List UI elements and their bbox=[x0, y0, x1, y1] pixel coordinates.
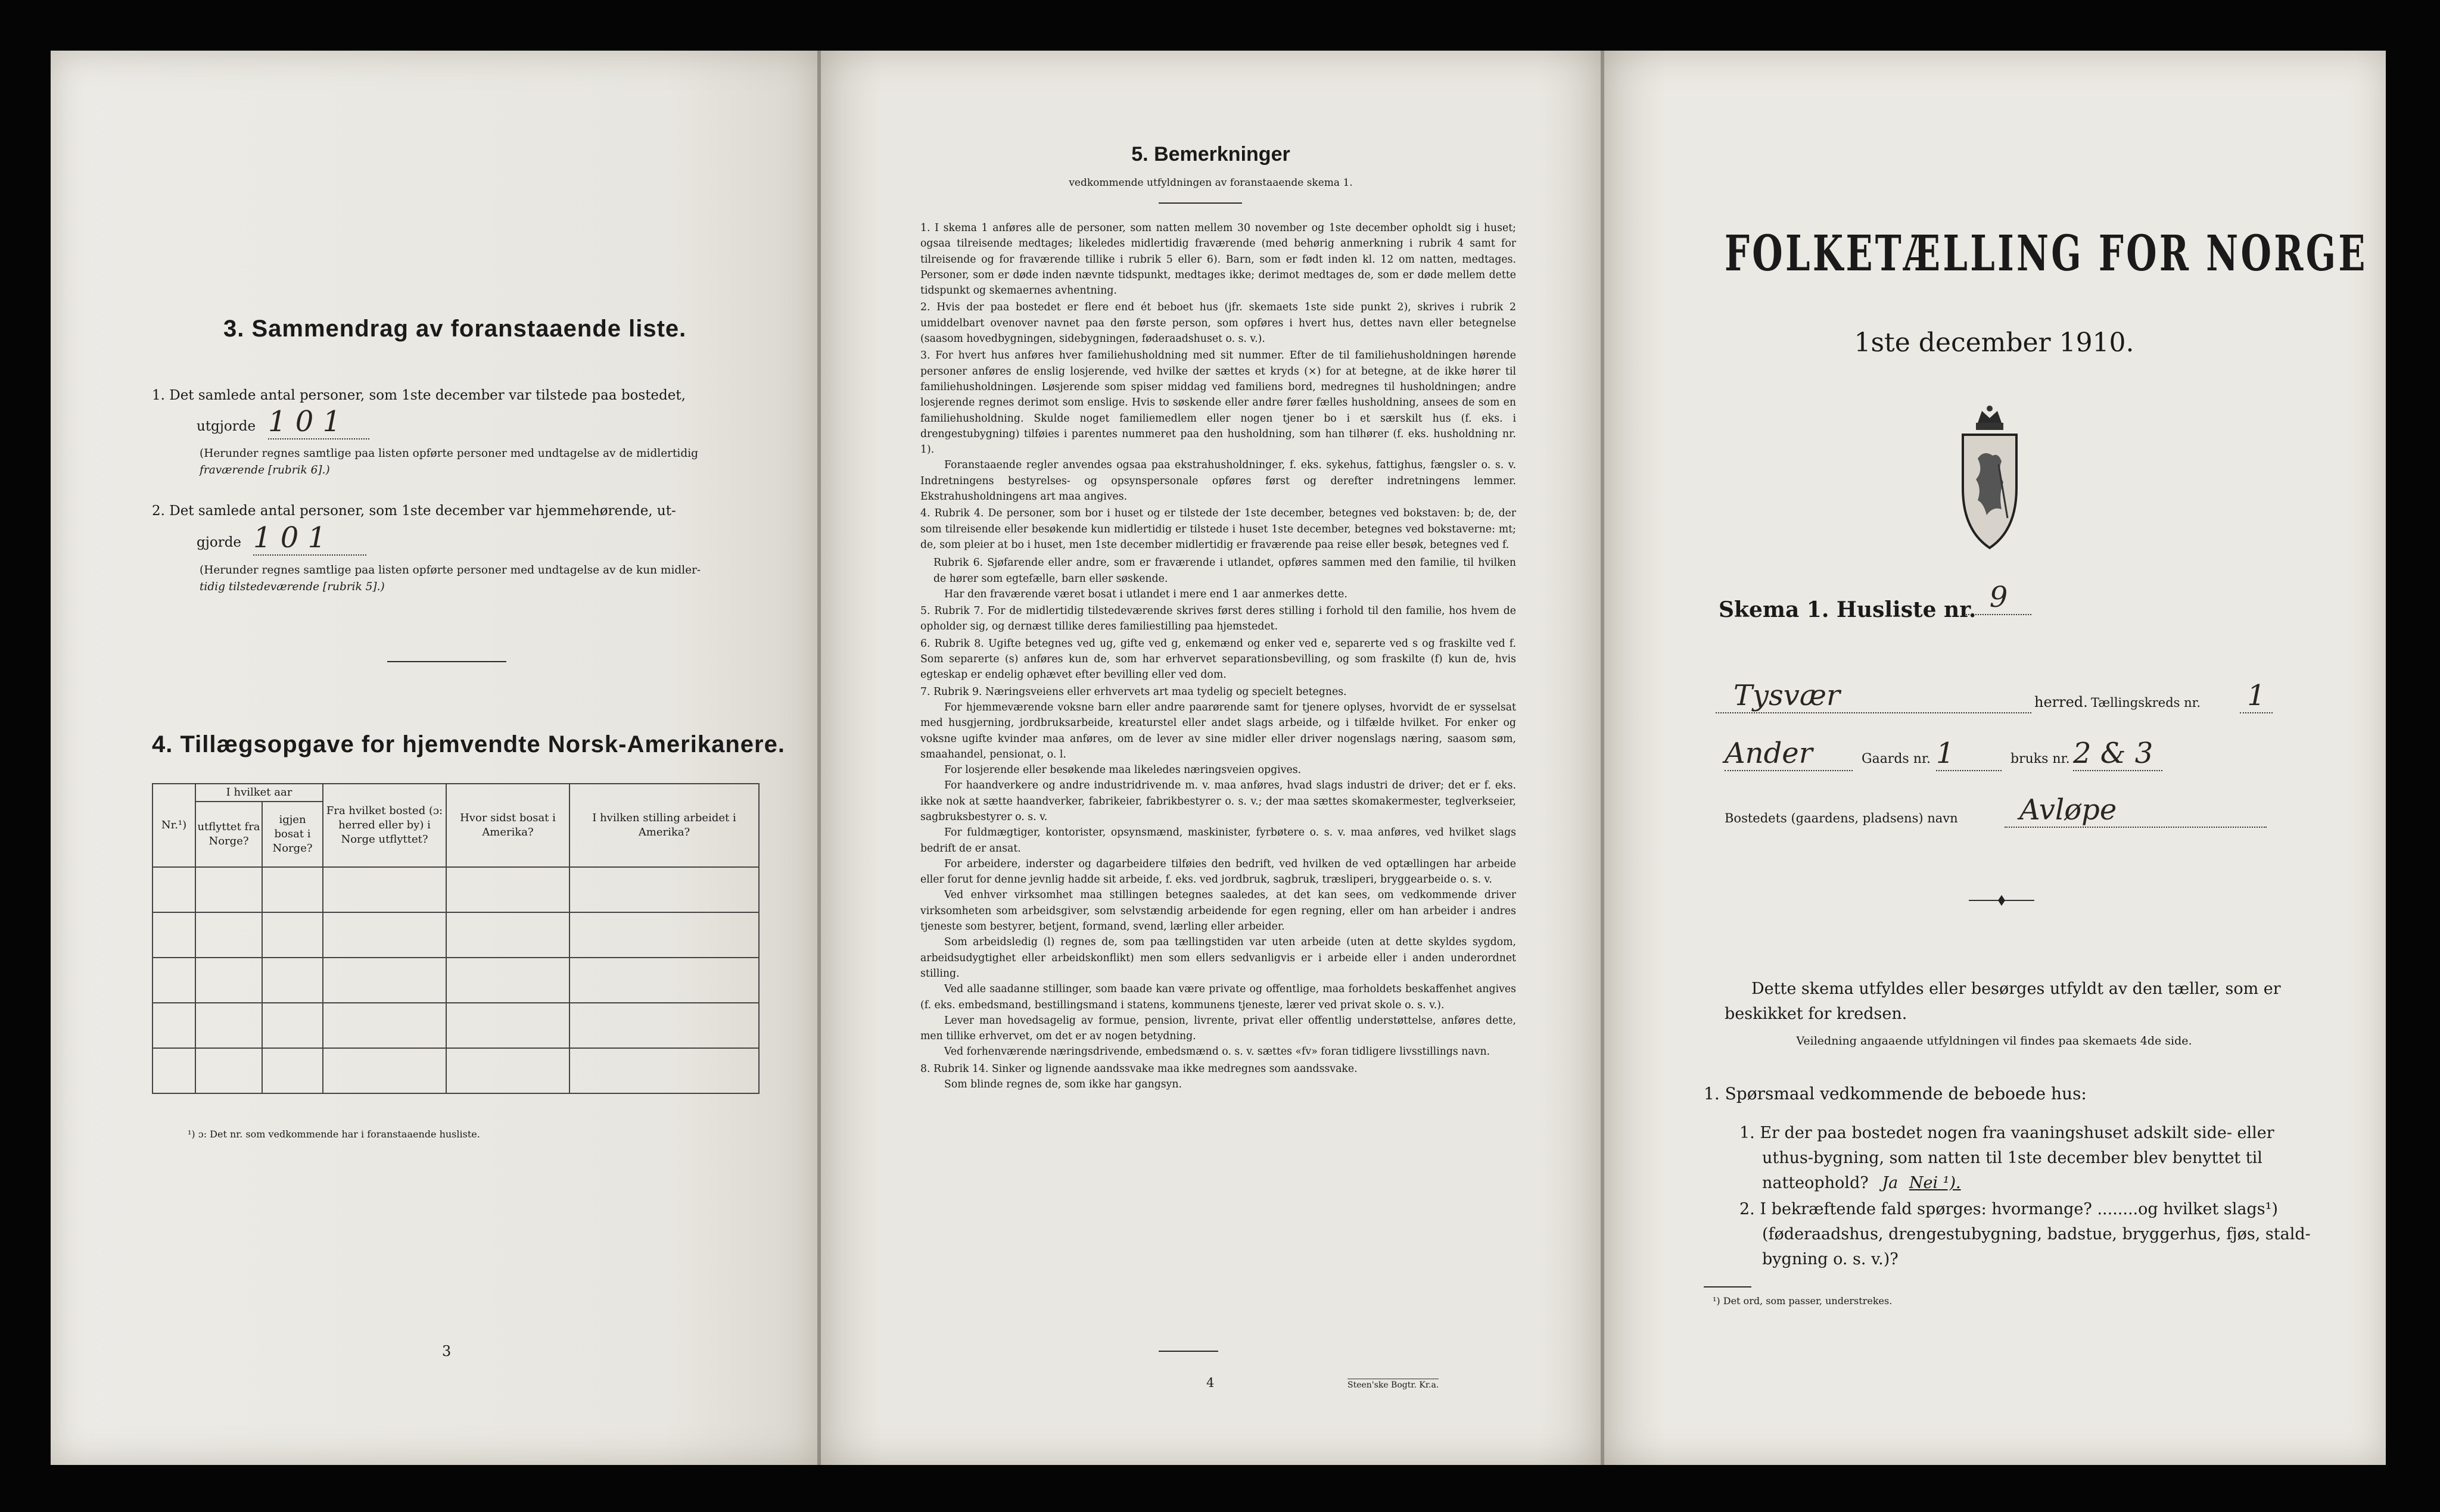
section4-heading: 4. Tillægsopgave for hjemvendte Norsk-Amerikanere. bbox=[152, 731, 785, 757]
q1-line-3: natteophold? bbox=[1762, 1174, 1869, 1192]
remark-7f: For arbeidere, inderster og dagarbeidere tilføies den bedrift, ved hvilken de ved optællingen har arbeide eller forut for denne jevnlig hadde sit arbeide, f. eks. ved jordbruk, sagbruk, træsliperi, bryggearbeide o. s. v. bbox=[920, 858, 1516, 886]
guidance-text: Veiledning angaaende utfyldningen vil findes paa skemaets 4de side. bbox=[1796, 1034, 2192, 1048]
bosted-value: Avløpe bbox=[2005, 793, 2267, 828]
bottom-divider bbox=[1159, 1351, 1218, 1352]
intro-line-2: beskikket for kredsen. bbox=[1725, 1005, 1907, 1023]
questions-heading: 1. Spørsmaal vedkommende de beboede hus: bbox=[1704, 1084, 2087, 1103]
bruks-label: bruks nr. bbox=[2010, 752, 2070, 766]
remark-7d: For haandverkere og andre industridrivende m. v. maa anføres, hvad slags industri de driver; det er f. eks. ikke nok at sætte haandverker, fabrikeier, fabrikbestyrer o. s. v.; der maa sættes skomakermester, teglverkseier, sagbruksbestyrer o. s. v. bbox=[920, 780, 1516, 823]
remark-3: 3. For hvert hus anføres hver familiehusholdning med sit nummer. Efter de til familiehusholdningen hørende personer anføres de enslig losjerende, ved hvilke der sættes et kryds (×) for at betegne, at de ikke hører til familiehusholdningen. Løsjerende som spiser middag ved familiens bord, medregnes til husholdningen; andre losjerende regnes derimot som enslige. Hvis to søskende eller andre fører fælles husholdning, ansees de som en familiehusholdning. Skulde noget familiemedlem eller nogen tjener bo i et særskilt hus (f. eks. i drengestubygning) tilføies i parentes nummeret paa den husholdning, som han tilhører (f. eks. husholdning nr. 1). bbox=[920, 350, 1516, 456]
remarks-heading: 5. Bemerkninger bbox=[1131, 143, 1290, 166]
section3-item2-prefix: gjorde bbox=[197, 535, 242, 550]
bruks-value: 2 & 3 bbox=[2073, 737, 2162, 771]
norwegian-american-table bbox=[152, 783, 760, 1094]
section-divider bbox=[387, 661, 506, 662]
col-position-header: I hvilken stilling arbeidet i Amerika? bbox=[569, 784, 759, 867]
norway-coat-of-arms-icon bbox=[1951, 405, 2028, 554]
col-emigrated-header: utflyttet fra Norge? bbox=[195, 802, 262, 867]
col-where-last-header: Hvor sidst bosat i Amerika? bbox=[446, 784, 569, 867]
col-nr-header: Nr.¹) bbox=[152, 784, 195, 867]
q1-answer-nei: Nei ¹). bbox=[1909, 1174, 1961, 1192]
col-from-where-header: Fra hvilket bosted (ɔ: herred eller by) i Norge utflyttet? bbox=[323, 784, 446, 867]
section3-item2-note-1: (Herunder regnes samtlige paa listen opførte personer med undtagelse av de kun midler- bbox=[200, 564, 701, 576]
remark-4c: Har den fraværende været bosat i utlandet i mere end 1 aar anmerkes dette. bbox=[944, 588, 1347, 600]
page-fold-right bbox=[1601, 51, 1604, 1465]
gaards-value: 1 bbox=[1936, 737, 2002, 771]
remark-2: 2. Hvis der paa bostedet er flere end ét beboet hus (jfr. skemaets 1ste side punkt 2), skrives i rubrik 2 umiddelbart ovenover navnet paa den første person, som opføres i hvert hus, dettes navn eller betegnelse (saasom hovedbygningen, sidebygningen, føderaadshuset o. s. v.). bbox=[920, 301, 1516, 345]
ornament-divider-icon bbox=[1966, 893, 2037, 908]
kreds-label: Tællingskreds nr. bbox=[2091, 696, 2201, 710]
q2-line-1: 2. I bekræftende fald spørges: hvormange? ........og hvilket slags¹) bbox=[1739, 1200, 2279, 1218]
remark-8b: Som blinde regnes de, som ikke har gangsyn. bbox=[944, 1078, 1182, 1091]
q1-answer-ja: Ja bbox=[1882, 1174, 1899, 1192]
page-fold-left bbox=[817, 51, 821, 1465]
table-row bbox=[152, 912, 759, 958]
census-date: 1ste december 1910. bbox=[1854, 328, 2134, 358]
right-page-footnote: ¹) Det ord, som passer, understrekes. bbox=[1713, 1295, 1893, 1307]
remark-7j: Lever man hovedsagelig av formue, pension, livrente, privat eller offentlig understøttelse, anføres dette, men tillike erhvervet, om det er av nogen betydning. bbox=[920, 1014, 1516, 1043]
table-row bbox=[152, 1003, 759, 1048]
col-year-group-header: I hvilket aar bbox=[195, 784, 323, 802]
q1-line-1: 1. Er der paa bostedet nogen fra vaaningshuset adskilt side- eller bbox=[1739, 1124, 2274, 1142]
section3-item1-note-2: fraværende [rubrik 6].) bbox=[200, 464, 330, 476]
remark-7k: Ved forhenværende næringsdrivende, embedsmænd o. s. v. sættes «fv» foran tidligere livsstillings navn. bbox=[944, 1046, 1490, 1058]
bosted-label: Bostedets (gaardens, pladsens) navn bbox=[1725, 811, 1958, 825]
remarks-body bbox=[920, 220, 1516, 1092]
remark-7i: Ved alle saadanne stillinger, som baade kan være private og offentlige, maa forholdets beskaffenhet angives (f. eks. embedsmand, bestillingsmand i statens, kommunens tjeneste, lærer ved privat skole o. s. v.). bbox=[920, 983, 1516, 1011]
q2-line-2: (føderaadshus, drengestubygning, badstue, bryggerhus, fjøs, stald- bbox=[1762, 1225, 2311, 1243]
question-2 bbox=[1739, 1197, 2311, 1272]
q2-line-3: bygning o. s. v.)? bbox=[1762, 1250, 1899, 1268]
col-returned-header: igjen bosat i Norge? bbox=[262, 802, 323, 867]
printer-credit: Steen'ske Bogtr. Kr.a. bbox=[1347, 1379, 1439, 1390]
remark-8: 8. Rubrik 14. Sinker og lignende aandssvake maa ikke medregnes som aandssvake. bbox=[920, 1062, 1358, 1075]
remark-7b: For hjemmeværende voksne barn eller andre paarørende samt for tjenere oplyses, hvorvidt de er sysselsat med husgjerning, jordbruksarbeide, kreaturstel eller andet slags arbeide, og i tilfælde hvilket. For enker og voksne ugifte kvinder maa anføres, om de lever av sine midler eller driver nogenslags næring, saasom søm, smaahandel, pensionat, o. l. bbox=[920, 701, 1516, 760]
schema-label: Skema 1. Husliste nr. bbox=[1719, 597, 1977, 622]
resident-total-value: 1 0 1 bbox=[253, 521, 366, 556]
section4-footnote: ¹) ɔ: Det nr. som vedkommende har i foranstaaende husliste. bbox=[188, 1128, 480, 1140]
section3-item1-text: 1. Det samlede antal personer, som 1ste december var tilstede paa bostedet, bbox=[152, 388, 686, 403]
remark-4: 4. Rubrik 4. De personer, som bor i huset og er tilstede der 1ste december, betegnes ved bokstaven: b; de, der som tilreisende eller besøkende kun midlertidig er tilstede i huset 1ste december, betegnes ved bokstaverne: mt; de, som pleier at bo i huset, men 1ste december midlertidig er fraværende paa reise eller besøk, betegnes ved f. bbox=[920, 507, 1516, 551]
intro-text bbox=[1725, 977, 2290, 1027]
gaards-label: Gaards nr. bbox=[1862, 752, 1931, 766]
remark-5: 5. Rubrik 7. For de midlertidig tilstedeværende skrives først deres stilling i forhold til den familie, hos hvem de opholder sig, og dernæst tillike deres familiestilling paa hjemstedet. bbox=[920, 605, 1516, 633]
remark-7g: Ved enhver virksomhet maa stillingen betegnes saaledes, at det kan sees, om vedkommende driver virksomheten som arbeidsgiver, som selvstændig arbeidende for egen regning, eller om han arbeider i andres tjeneste som bestyrer, betjent, formand, svend, lærling eller arbeider. bbox=[920, 889, 1516, 933]
gaard-name-value: Ander bbox=[1725, 737, 1853, 771]
herred-value: Tysvær bbox=[1716, 679, 2031, 713]
section3-item1-note-1: (Herunder regnes samtlige paa listen opførte personer med undtagelse av de midlertidig bbox=[200, 447, 698, 460]
left-page-number: 3 bbox=[442, 1343, 452, 1360]
footnote-divider bbox=[1704, 1286, 1751, 1287]
remarks-divider bbox=[1159, 202, 1242, 204]
remark-7h: Som arbeidsledig (l) regnes de, som paa tællingstiden var uten arbeide (uten at dette skyldes sygdom, arbeidsudygtighet eller arbeidskonflikt) men som ellers sedvanligvis er i arbeide eller i anden underordnet stilling. bbox=[920, 936, 1516, 980]
remark-7: 7. Rubrik 9. Næringsveiens eller erhvervets art maa tydelig og specielt betegnes. bbox=[920, 685, 1347, 698]
q1-line-2: uthus-bygning, som natten til 1ste december blev benyttet til bbox=[1762, 1149, 2262, 1167]
remark-4b: Rubrik 6. Sjøfarende eller andre, som er fraværende i utlandet, opføres sammen med den familie, til hvilken de hører som egtefælle, barn eller søskende. bbox=[933, 557, 1516, 585]
section3-item2-note-2: tidig tilstedeværende [rubrik 5].) bbox=[200, 581, 385, 593]
middle-page-number: 4 bbox=[1206, 1376, 1215, 1390]
remark-1: 1. I skema 1 anføres alle de personer, som natten mellem 30 november og 1ste december opholdt sig i huset; ogsaa tilreisende medtages; likeledes midlertidig fraværende (med behørig anmerkning i rubrik 4 samt for tilreisende og for fraværende tillike i rubrik 5 eller 6). Barn, som er født inden kl. 12 om natten, medtages. Personer, som er døde inden nævnte tidspunkt, medtages ikke; derimot medtages de, som er døde mellem dette tidspunkt og skemaernes avhentning. bbox=[920, 222, 1516, 297]
remark-7c: For losjerende eller besøkende maa likeledes næringsveien opgives. bbox=[944, 764, 1302, 777]
census-title: FOLKETÆLLING FOR NORGE bbox=[1725, 225, 2368, 282]
present-total-value: 1 0 1 bbox=[268, 405, 369, 439]
kreds-value: 1 bbox=[2240, 679, 2273, 713]
remark-7e: For fuldmægtiger, kontorister, opsynsmænd, maskinister, fyrbøtere o. s. v. maa anføres, ved hvilket slags bedrift de er ansat. bbox=[920, 827, 1516, 855]
remark-3b: Foranstaaende regler anvendes ogsaa paa ekstrahusholdninger, f. eks. sykehus, fattighus, fængsler o. s. v. Indretningens bestyrelses- og opsynspersonale opføres først og derefter indretningens lemmer. Ekstrahusholdningens art maa angives. bbox=[920, 459, 1516, 503]
herred-label: herred. bbox=[2034, 694, 2088, 710]
section3-heading: 3. Sammendrag av foranstaaende liste. bbox=[223, 316, 687, 342]
table-row bbox=[152, 958, 759, 1003]
table-row bbox=[152, 867, 759, 912]
remarks-subheading: vedkommende utfyldningen av foranstaaende skema 1. bbox=[1069, 177, 1353, 189]
husliste-nr-value: 9 bbox=[1966, 581, 2031, 615]
remark-6: 6. Rubrik 8. Ugifte betegnes ved ug, gifte ved g, enkemænd og enker ved e, separerte ved s og fraskilte ved f. Som separerte (s) anføres kun de, som har erhvervet separationsbevilling, og som fraskilte (f) kun de, hvis egteskap er endelig ophævet efter bevilling eller ved dom. bbox=[920, 637, 1516, 681]
section3-item2-text: 2. Det samlede antal personer, som 1ste december var hjemmehørende, ut- bbox=[152, 503, 676, 519]
table-row bbox=[152, 1048, 759, 1093]
intro-line-1: Dette skema utfyldes eller besørges utfyldt av den tæller, som er bbox=[1751, 980, 2281, 998]
section3-item1-prefix: utgjorde bbox=[197, 419, 256, 434]
question-1 bbox=[1739, 1121, 2311, 1196]
